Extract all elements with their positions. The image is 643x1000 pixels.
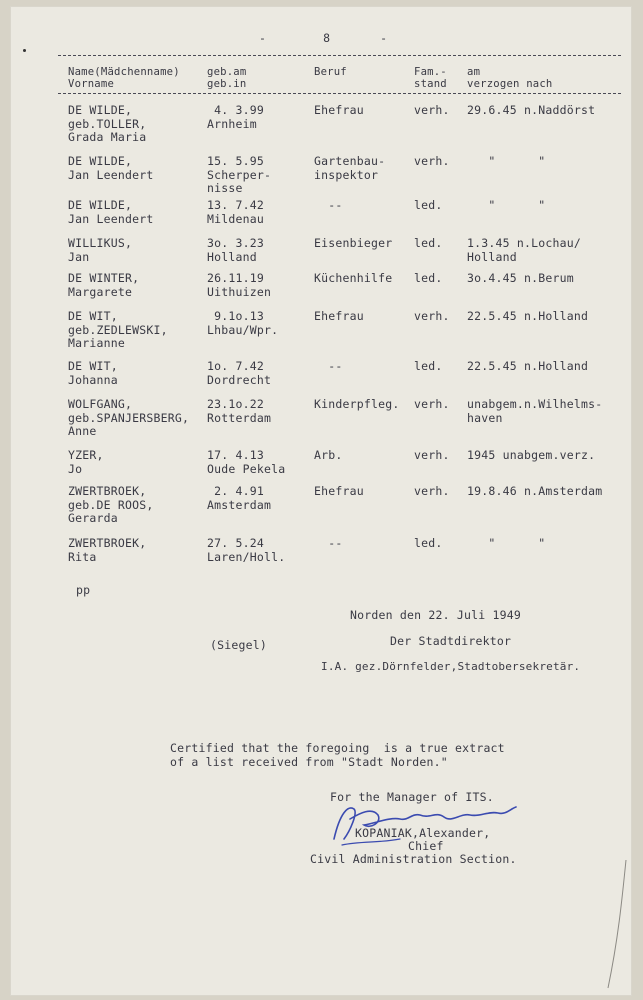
cell-birth: Rotterdam — [207, 410, 272, 425]
cell-name: DE WILDE, — [68, 103, 133, 117]
cell-birth: 4. 3.99 — [207, 103, 264, 117]
cell-birth: 15. 5.95 — [207, 154, 264, 168]
cell-occupation: Ehefrau — [314, 309, 364, 323]
cell-name: geb.SPANJERSBERG, — [68, 410, 190, 425]
signatory-role: Chief — [408, 839, 444, 853]
cell-moved: " " — [467, 154, 546, 168]
cell-name: geb.TOLLER, — [68, 116, 147, 131]
cell-moved: 29.6.45 n.Naddörst — [467, 103, 596, 117]
place-date: Norden den 22. Juli 1949 — [350, 608, 521, 622]
paper-edge-crease — [600, 860, 630, 990]
cell-name: geb.ZEDLEWSKI, — [68, 322, 168, 337]
cell-birth: 23.1o.22 — [207, 397, 264, 411]
header-birth-line: geb.in — [207, 78, 247, 91]
cell-name: Gerarda — [68, 511, 118, 526]
cell-moved: Holland — [467, 249, 517, 264]
cell-moved: 1945 unabgem.verz. — [467, 448, 596, 462]
cell-name: DE WIT, — [68, 359, 118, 373]
header-top-rule — [58, 55, 621, 56]
cell-name: DE WILDE, — [68, 154, 133, 168]
cell-occupation: Ehefrau — [314, 484, 364, 498]
cell-status: led. — [414, 271, 443, 285]
cell-status: verh. — [414, 154, 450, 168]
cell-status: led. — [414, 536, 443, 550]
cell-name: Jan Leendert — [68, 211, 154, 226]
cell-birth: 13. 7.42 — [207, 198, 264, 212]
cell-occupation: Arb. — [314, 448, 343, 462]
cell-name: Anne — [68, 424, 97, 439]
director-title: Der Stadtdirektor — [390, 634, 512, 648]
cell-moved: 19.8.46 n.Amsterdam — [467, 484, 603, 498]
cell-moved: unabgem.n.Wilhelms- — [467, 397, 603, 411]
cell-moved: 22.5.45 n.Holland — [467, 309, 589, 323]
cell-name: Jan Leendert — [68, 167, 154, 182]
cell-status: verh. — [414, 309, 450, 323]
cell-birth: nisse — [207, 181, 243, 196]
cell-name: DE WILDE, — [68, 198, 133, 212]
cell-name: Margarete — [68, 284, 133, 299]
cell-occupation: inspektor — [314, 167, 379, 182]
cell-moved: 22.5.45 n.Holland — [467, 359, 589, 373]
header-bottom-rule — [58, 93, 621, 94]
cell-occupation: Eisenbieger — [314, 236, 393, 250]
cell-status: led. — [414, 198, 443, 212]
cell-name: WOLFGANG, — [68, 397, 133, 411]
cell-moved: " " — [467, 536, 546, 550]
header-status-line: stand — [414, 78, 447, 91]
cell-name: WILLIKUS, — [68, 236, 133, 250]
cell-occupation: Kinderpfleg. — [314, 397, 400, 411]
cell-birth: Dordrecht — [207, 372, 272, 387]
cell-birth: 27. 5.24 — [207, 536, 264, 550]
cell-birth: Oude Pekela — [207, 461, 286, 476]
cell-birth: 2. 4.91 — [207, 484, 264, 498]
header-name-line: Name(Mädchenname) — [68, 66, 180, 78]
cell-birth: Mildenau — [207, 211, 264, 226]
cell-status: verh. — [414, 484, 450, 498]
page-number: - 8 - — [259, 31, 388, 45]
cell-name: ZWERTBROEK, — [68, 484, 147, 498]
signatory-name: KOPANIAK,Alexander, — [355, 826, 491, 840]
seal-note: (Siegel) — [210, 638, 267, 652]
cell-occupation: -- — [314, 536, 343, 550]
header-status-line: Fam.- — [414, 66, 447, 78]
cell-occupation: Gartenbau- — [314, 154, 386, 168]
cell-birth: Scherper- — [207, 167, 272, 182]
cell-status: verh. — [414, 448, 450, 462]
cell-occupation: -- — [314, 359, 343, 373]
signatory-section: Civil Administration Section. — [310, 852, 517, 866]
cell-birth: 3o. 3.23 — [207, 236, 264, 250]
cell-status: led. — [414, 359, 443, 373]
cell-birth: Uithuizen — [207, 284, 272, 299]
cell-name: Jo — [68, 461, 83, 476]
signed-by: I.A. gez.Dörnfelder,Stadtobersekretär. — [321, 660, 581, 673]
cell-moved: " " — [467, 198, 546, 212]
cell-status: verh. — [414, 397, 450, 411]
cell-occupation: -- — [314, 198, 343, 212]
punch-mark — [23, 49, 26, 52]
header-moved-line: am — [467, 66, 481, 78]
cell-name: DE WINTER, — [68, 271, 140, 285]
cell-name: Grada Maria — [68, 130, 147, 145]
header-birth-line: geb.am — [207, 66, 247, 78]
cell-birth: 1o. 7.42 — [207, 359, 264, 373]
header-occupation-line: Beruf — [314, 66, 347, 78]
cell-birth: Lhbau/Wpr. — [207, 322, 279, 337]
cell-moved: 3o.4.45 n.Berum — [467, 271, 574, 285]
certification-line-1: Certified that the foregoing is a true extract — [170, 741, 505, 755]
cell-birth: 9.1o.13 — [207, 309, 264, 323]
cell-name: ZWERTBROEK, — [68, 536, 147, 550]
certification-line-2: of a list received from "Stadt Norden." — [170, 755, 448, 769]
cell-birth: 26.11.19 — [207, 271, 264, 285]
cell-birth: Amsterdam — [207, 497, 272, 512]
cell-name: Johanna — [68, 372, 118, 387]
cell-name: Jan — [68, 249, 90, 264]
cell-birth: Holland — [207, 249, 257, 264]
cell-name: Rita — [68, 549, 97, 564]
cell-moved: 1.3.45 n.Lochau/ — [467, 236, 581, 250]
for-manager: For the Manager of ITS. — [330, 790, 494, 804]
cell-name: geb.DE ROOS, — [68, 497, 154, 512]
cell-name: YZER, — [68, 448, 104, 462]
cell-birth: Laren/Holl. — [207, 549, 286, 564]
cell-moved: haven — [467, 410, 503, 425]
pp-mark: pp — [76, 583, 91, 597]
cell-status: led. — [414, 236, 443, 250]
cell-occupation: Ehefrau — [314, 103, 364, 117]
cell-status: verh. — [414, 103, 450, 117]
header-moved-line: verzogen nach — [467, 78, 553, 91]
cell-name: Marianne — [68, 336, 125, 351]
cell-name: DE WIT, — [68, 309, 118, 323]
cell-birth: 17. 4.13 — [207, 448, 264, 462]
cell-occupation: Küchenhilfe — [314, 271, 393, 285]
header-name-line: Vorname — [68, 78, 115, 91]
cell-birth: Arnheim — [207, 116, 257, 131]
